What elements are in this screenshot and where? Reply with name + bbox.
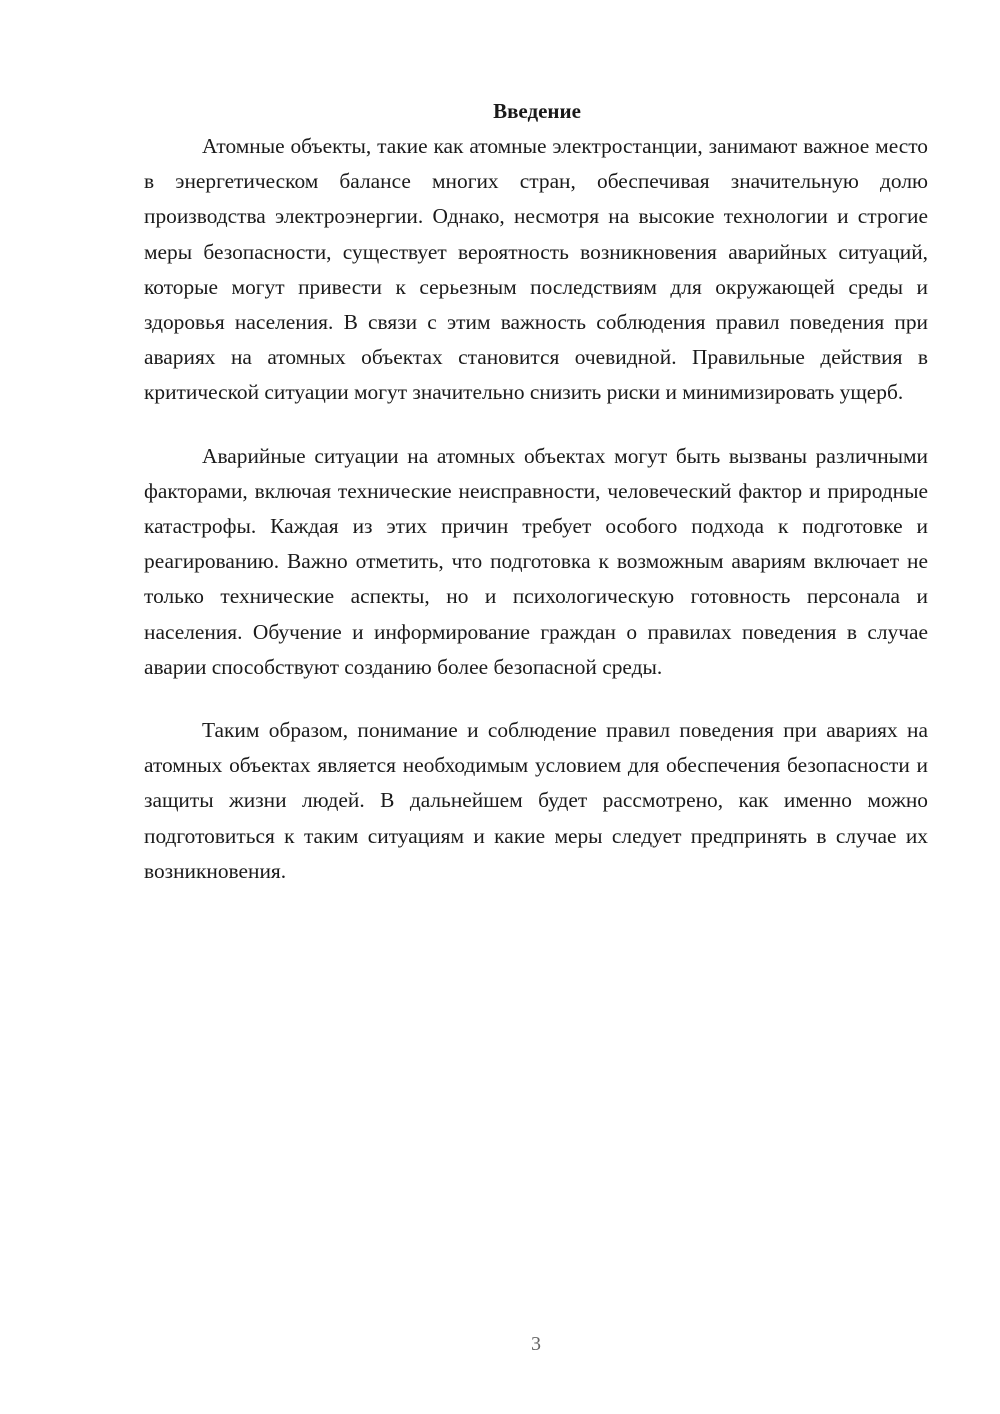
- section-title: Введение: [493, 99, 581, 123]
- paragraph-3: Таким образом, понимание и соблюдение правил поведения при авариях на атомных объектах является необходимым условием для обеспечения безопасности и защиты жизни людей. В дальнейшем будет рассмотрено, как именно можно подготовиться к таким ситуациям и какие меры следует предпринять в случае их возникновения.: [144, 718, 928, 883]
- paragraph-1: Атомные объекты, такие как атомные электростанции, занимают важное место в энергетическом балансе многих стран, обеспечивая значительную долю производства электроэнергии. Однако, несмотря на высокие технологии и строгие меры безопасности, существует вероятность возникновения аварийных ситуаций, которые могут привести к серьезным последствиям для окружающей среды и здоровья населения. В связи с этим важность соблюдения правил поведения при авариях на атомных объектах становится очевидной. Правильные действия в критической ситуации могут значительно снизить риски и минимизировать ущерб.: [144, 134, 928, 405]
- paragraph-2: Аварийные ситуации на атомных объектах могут быть вызваны различными факторами, включая технические неисправности, человеческий фактор и природные катастрофы. Каждая из этих причин требует особого подхода к подготовке и реагированию. Важно отметить, что подготовка к возможным авариям включает не только технические аспекты, но и психологическую готовность персонала и населения. Обучение и информирование граждан о правилах поведения в случае аварии способствуют созданию более безопасной среды.: [144, 443, 928, 679]
- page-number: 3: [531, 1333, 541, 1355]
- page-content: [144, 94, 928, 917]
